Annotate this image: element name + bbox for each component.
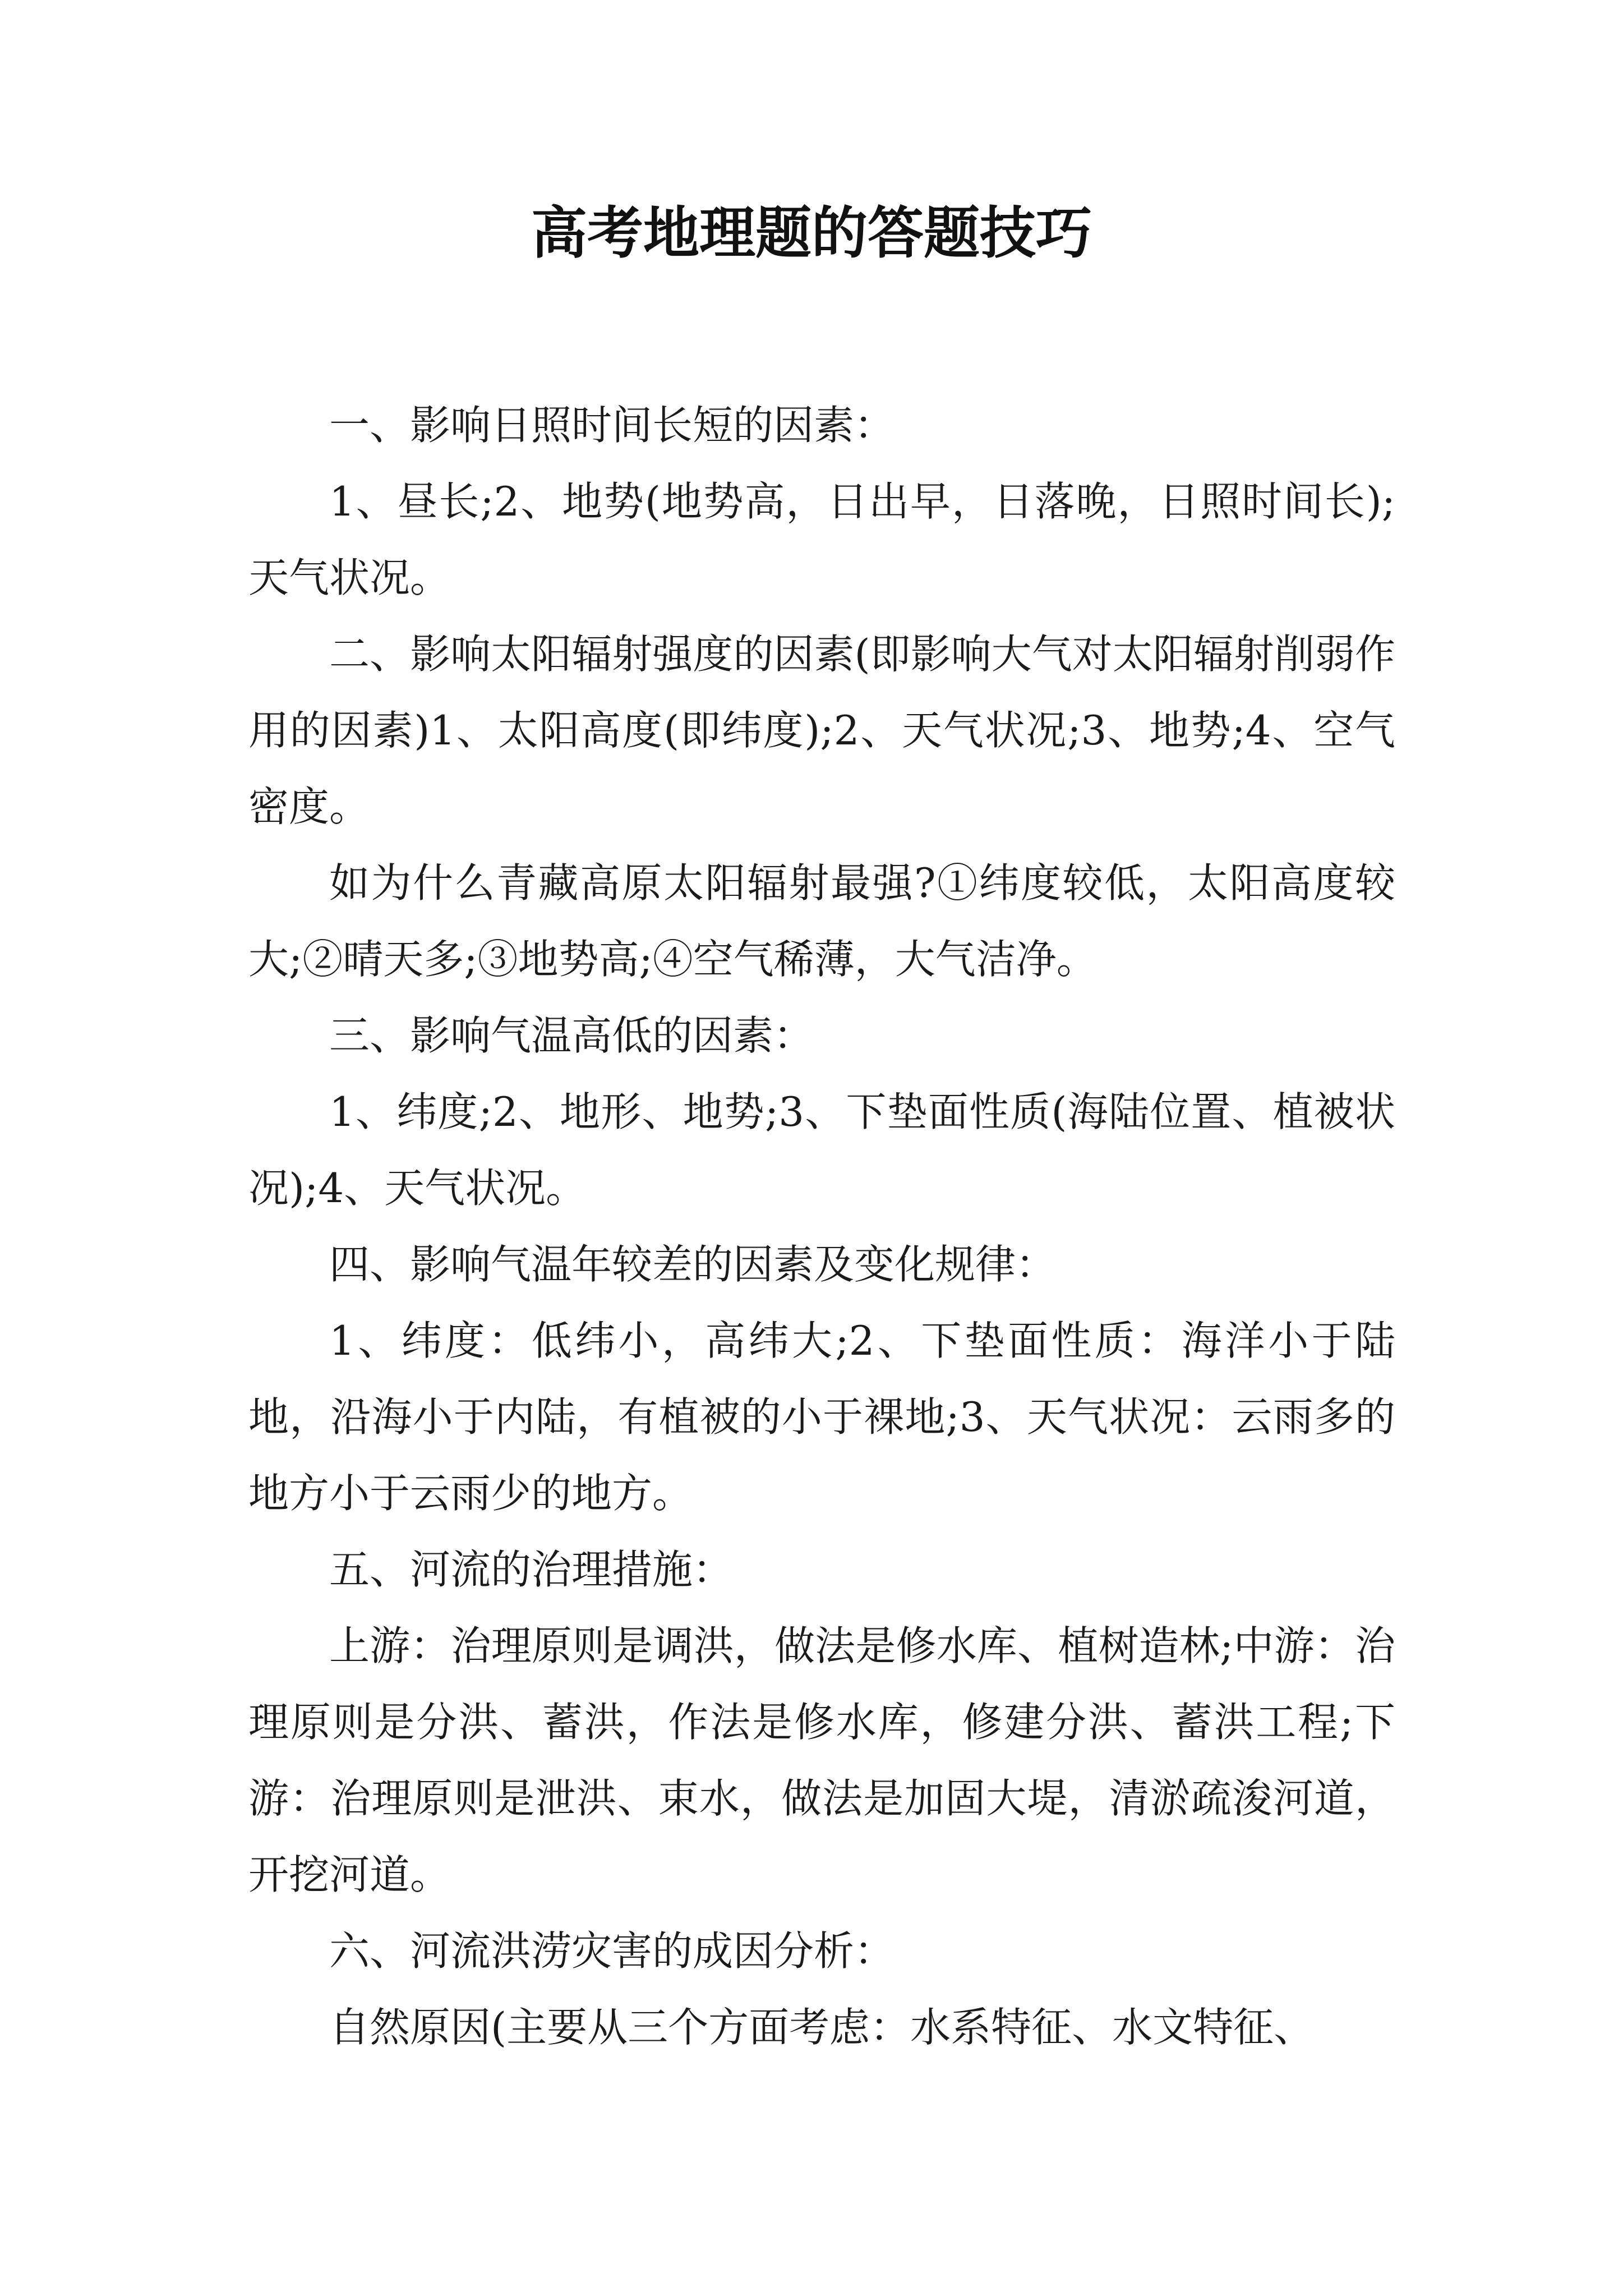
paragraph: 1、纬度：低纬小，高纬大;2、下垫面性质：海洋小于陆地，沿海小于内陆，有植被的小于裸地;3、天气状况：云雨多的地方小于云雨少的地方。 [248, 1317, 1395, 1517]
paragraph: 1、纬度;2、地形、地势;3、下垫面性质(海陆位置、植被状况);4、天气状况。 [248, 1088, 1395, 1212]
paragraph: 三、影响气温高低的因素： [329, 1012, 814, 1059]
paragraph: 四、影响气温年较差的因素及变化规律： [329, 1241, 1057, 1288]
paragraph: 上游：治理原则是调洪，做法是修水库、植树造林;中游：治理原则是分洪、蓄洪，作法是修水库，修建分洪、蓄洪工程;下游：治理原则是泄洪、束水，做法是加固大堤，清淤疏浚河道，开挖河道。 [248, 1622, 1395, 1898]
document-title: 高考地理题的答题技巧 [531, 200, 1092, 266]
paragraph: 自然原因(主要从三个方面考虑：水系特征、水文特征、 [329, 2004, 1315, 2051]
paragraph: 1、昼长;2、地势(地势高，日出早，日落晚，日照时间长);天气状况。 [248, 478, 1395, 601]
paragraph: 六、河流洪涝灾害的成因分析： [329, 1927, 895, 1975]
document-body [248, 387, 1395, 2065]
paragraph: 五、河流的治理措施： [329, 1546, 734, 1593]
paragraph: 二、影响太阳辐射强度的因素(即影响大气对太阳辐射削弱作用的因素)1、太阳高度(即纬度);2、天气状况;3、地势;4、空气密度。 [248, 631, 1395, 830]
paragraph: 一、影响日照时间长短的因素： [329, 402, 895, 449]
paragraph: 如为什么青藏高原太阳辐射最强?①纬度较低，太阳高度较大;②晴天多;③地势高;④空气稀薄，大气洁净。 [248, 859, 1395, 983]
